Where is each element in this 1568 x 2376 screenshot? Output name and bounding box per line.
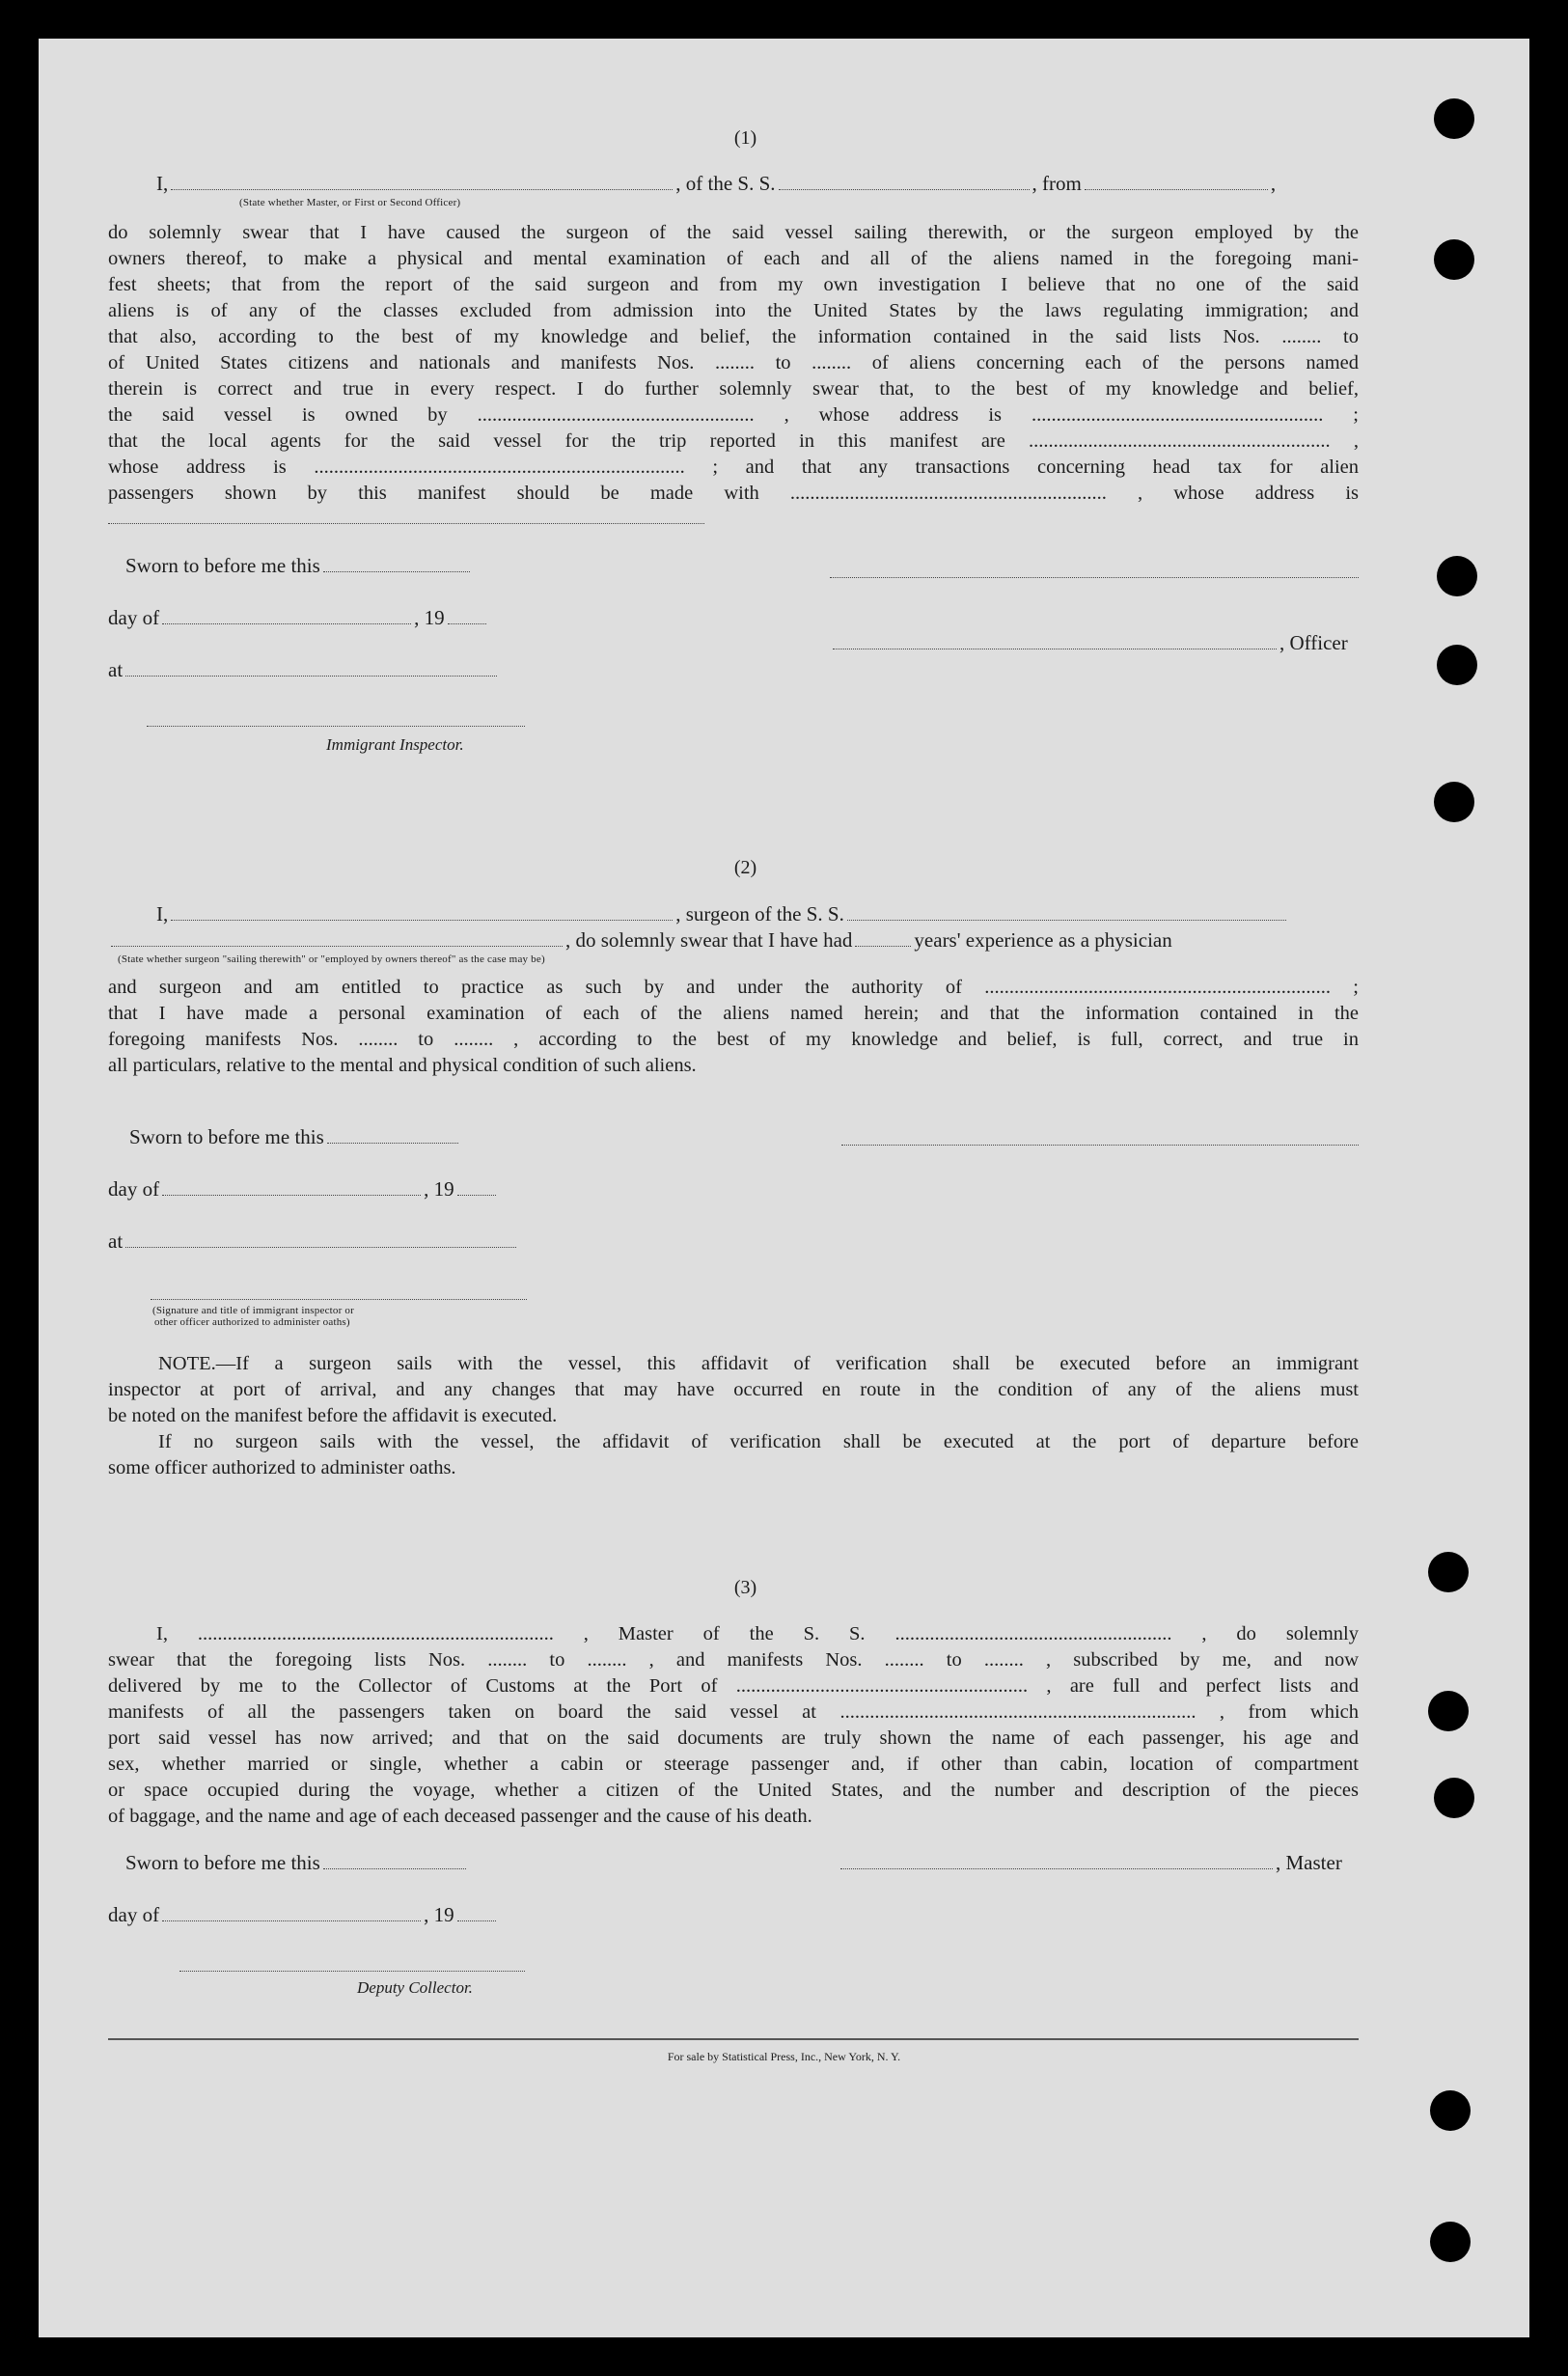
sworn-row: Sworn to before me this bbox=[129, 1125, 461, 1149]
binder-hole bbox=[1430, 2090, 1471, 2131]
oath-line: aliens is of any of the classes excluded from admission into the United States by the laws regulating immigration; and bbox=[108, 300, 1359, 321]
oath-line: or space occupied during the voyage, whether a citizen of the United States, and the number and description of the pieces bbox=[108, 1780, 1359, 1801]
year-field[interactable] bbox=[457, 1194, 496, 1196]
oath-line: of United States citizens and nationals and manifests Nos. ........ to ........ of aliens concerning each of the persons named bbox=[108, 352, 1359, 373]
sworn-row: Sworn to before me this bbox=[125, 1851, 469, 1875]
note-line: NOTE.—If a surgeon sails with the vessel, this affidavit of verification shall be executed before an immigrant bbox=[158, 1353, 1359, 1374]
year-field[interactable] bbox=[448, 622, 486, 624]
oath-line: fest sheets; that from the report of the said surgeon and from my own investigation I believe that no one of the said bbox=[108, 274, 1359, 295]
binder-hole bbox=[1434, 782, 1474, 822]
printer-imprint: For sale by Statistical Press, Inc., New York, N. Y. bbox=[667, 2050, 901, 2063]
oath-line: manifests of all the passengers taken on board the said vessel at ........................................................................ , from which bbox=[108, 1701, 1359, 1723]
section-1-officer-line: I, , of the S. S. , from , bbox=[156, 172, 1277, 195]
section-3-number: (3) bbox=[733, 1577, 757, 1598]
officer-title-field[interactable] bbox=[833, 648, 1277, 649]
vessel-name-field[interactable] bbox=[779, 188, 1030, 190]
oath-line: delivered by me to the Collector of Customs at the Port of ........................................................... , are full and perfect lists and bbox=[108, 1675, 1359, 1697]
section-1-oath bbox=[108, 220, 1359, 507]
binder-hole bbox=[1430, 2222, 1471, 2262]
oath-line: that the local agents for the said vessel for the trip reported in this manifest are ............................................................. , bbox=[108, 430, 1359, 452]
day-of-row: day of , 19 bbox=[108, 606, 489, 630]
at-row: at bbox=[108, 658, 500, 682]
note-line: If no surgeon sails with the vessel, the affidavit of verification shall be executed at the port of departure before bbox=[158, 1431, 1359, 1452]
binder-hole bbox=[1437, 556, 1477, 596]
oath-line: swear that the foregoing lists Nos. ........ to ........ , and manifests Nos. ........ to ........ , subscribed by me, and now bbox=[108, 1649, 1359, 1671]
address-continuation-field[interactable] bbox=[108, 523, 704, 524]
oath-line: that also, according to the best of my knowledge and belief, the information contained in the said lists Nos. ........ to bbox=[108, 326, 1359, 347]
officer-name-field[interactable] bbox=[171, 188, 673, 190]
master-signature-row: , Master bbox=[838, 1851, 1342, 1875]
oath-line: all particulars, relative to the mental and physical condition of such aliens. bbox=[108, 1055, 697, 1076]
surgeon-vessel-field[interactable] bbox=[847, 919, 1286, 921]
at-row: at bbox=[108, 1229, 519, 1254]
official-signature-field[interactable] bbox=[151, 1299, 527, 1300]
inspector-signature-field[interactable] bbox=[147, 726, 525, 727]
oath-line: that I have made a personal examination of each of the aliens named herein; and that the information contained in the bbox=[108, 1003, 1359, 1024]
oath-line: foregoing manifests Nos. ........ to ........ , according to the best of my knowledge and belief, is full, correct, and true in bbox=[108, 1029, 1359, 1050]
note-line: some officer authorized to administer oaths. bbox=[108, 1457, 456, 1478]
note-line: inspector at port of arrival, and any changes that may have occurred en route in the condition of any of the aliens must bbox=[108, 1379, 1359, 1400]
signature-caption: other officer authorized to administer oaths) bbox=[154, 1316, 350, 1328]
sworn-row: Sworn to before me this bbox=[125, 554, 473, 578]
day-of-row: day of , 19 bbox=[108, 1903, 499, 1927]
binder-hole bbox=[1437, 645, 1477, 685]
from-port-field[interactable] bbox=[1085, 188, 1268, 190]
collector-signature-field[interactable] bbox=[179, 1971, 525, 1972]
oath-line: passengers shown by this manifest should be made with ................................................................ , whose address is bbox=[108, 483, 1359, 504]
oath-line: the said vessel is owned by ........................................................ , whose address is ........................................................... ; bbox=[108, 404, 1359, 426]
section-3-oath bbox=[108, 1621, 1359, 1830]
sworn-date-field[interactable] bbox=[323, 1867, 466, 1869]
surgeon-status-field[interactable] bbox=[111, 945, 563, 947]
surgeon-note bbox=[108, 1351, 1359, 1481]
month-field[interactable] bbox=[162, 622, 411, 624]
month-field[interactable] bbox=[162, 1194, 421, 1196]
sworn-date-field[interactable] bbox=[327, 1142, 458, 1144]
oath-line: owners thereof, to make a physical and mental examination of each and all of the aliens named in the foregoing mani- bbox=[108, 248, 1359, 269]
oath-line: and surgeon and am entitled to practice as such by and under the authority of ...................................................................... ; bbox=[108, 977, 1359, 998]
surgeon-line: I, , surgeon of the S. S. bbox=[156, 902, 1289, 926]
officer-signature-field[interactable] bbox=[830, 577, 1359, 578]
note-line: be noted on the manifest before the affidavit is executed. bbox=[108, 1405, 558, 1426]
binder-hole bbox=[1434, 1778, 1474, 1818]
oath-line: do solemnly swear that I have caused the surgeon of the said vessel sailing therewith, or the surgeon employed by the bbox=[108, 222, 1359, 243]
oath-line: I, ........................................................................ , Master of the S. S. ........................................................ , do solemnly bbox=[156, 1623, 1359, 1644]
oath-line: whose address is ........................................................................... ; and that any transactions concerning head tax for alien bbox=[108, 456, 1359, 478]
place-field[interactable] bbox=[125, 675, 497, 677]
oath-line: sex, whether married or single, whether a cabin or steerage passenger and, if other than cabin, location of compartment bbox=[108, 1754, 1359, 1775]
year-field[interactable] bbox=[457, 1920, 496, 1921]
binder-hole bbox=[1434, 239, 1474, 280]
inspector-caption: Immigrant Inspector. bbox=[326, 735, 464, 754]
officer-title-row: , Officer bbox=[830, 631, 1348, 655]
years-field[interactable] bbox=[855, 945, 911, 947]
section-1-number: (1) bbox=[733, 127, 757, 149]
signature-caption: (Signature and title of immigrant inspector or bbox=[152, 1305, 354, 1316]
collector-caption: Deputy Collector. bbox=[357, 1978, 473, 1997]
place-field[interactable] bbox=[125, 1246, 516, 1248]
oath-line: of baggage, and the name and age of each deceased passenger and the cause of his death. bbox=[108, 1806, 812, 1827]
month-field[interactable] bbox=[162, 1920, 421, 1921]
oath-line: therein is correct and true in every respect. I do further solemnly swear that, to the best of my knowledge and belief, bbox=[108, 378, 1359, 400]
officer-caption: (State whether Master, or First or Second Officer) bbox=[239, 197, 461, 208]
binder-hole bbox=[1428, 1691, 1469, 1731]
surgeon-signature-field[interactable] bbox=[841, 1145, 1359, 1146]
oath-line: port said vessel has now arrived; and that on the said documents are truly shown the name of each passenger, his age and bbox=[108, 1727, 1359, 1749]
surgeon-caption: (State whether surgeon "sailing therewith" or "employed by owners thereof" as the case may be) bbox=[118, 953, 545, 965]
sworn-date-field[interactable] bbox=[323, 570, 470, 572]
section-2-oath bbox=[108, 975, 1359, 1079]
section-2-number: (2) bbox=[733, 857, 757, 878]
day-of-row: day of , 19 bbox=[108, 1177, 499, 1202]
master-signature-field[interactable] bbox=[840, 1867, 1273, 1869]
footer-rule bbox=[108, 2038, 1359, 2040]
surgeon-name-field[interactable] bbox=[171, 919, 673, 921]
surgeon-experience-line: , do solemnly swear that I have had years' experience as a physician bbox=[108, 928, 1172, 953]
